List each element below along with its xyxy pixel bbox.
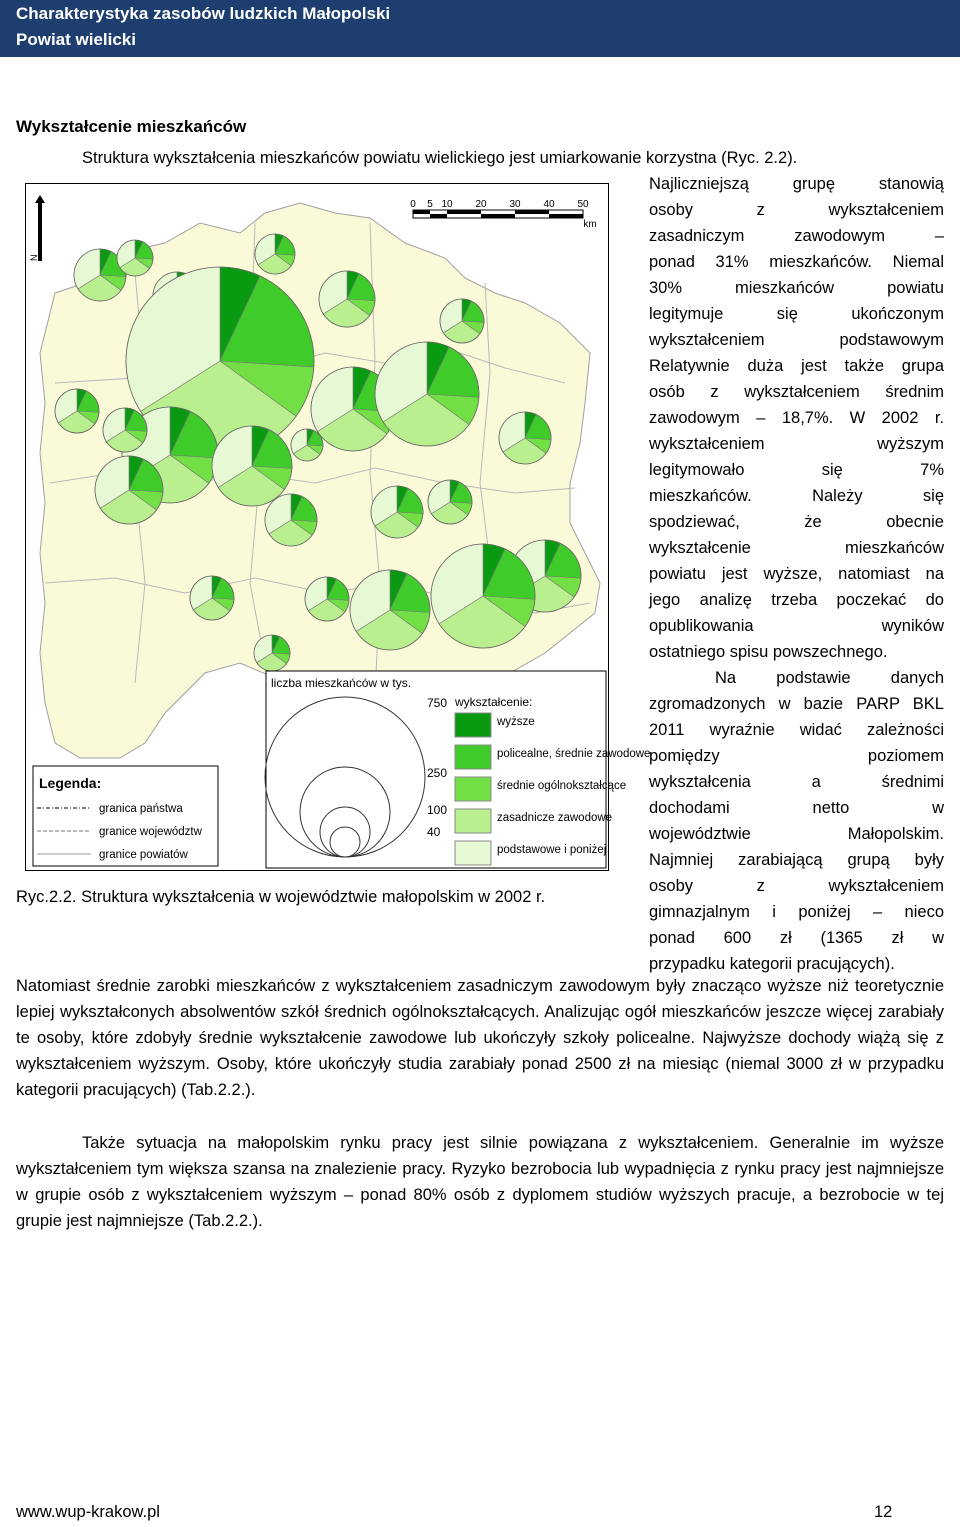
scale-tick: 50 [577,199,589,210]
side-paragraph-1 [649,171,944,665]
scale-unit: km [583,219,597,230]
paragraph-line: 2011 wyraźnie widać zależności [649,721,944,739]
paragraph-line: opublikowania wyników [649,617,944,635]
header-bar [0,0,960,57]
scale-tick: 0 [410,199,416,210]
paragraph-line: Na podstawie danych [715,669,944,687]
header-subtitle: Powiat wielicki [16,30,136,49]
education-map [25,183,651,871]
paragraph-line: pomiędzy poziomem [649,747,944,765]
scale-tick: 20 [475,199,487,210]
paragraph-line: dochodami netto w [649,799,944,817]
paragraph-1: Natomiast średnie zarobki mieszkańców z wykształceniem zasadniczym zawodowym były znacząco wyższe niż teoretycznie lepiej wykształconych absolwentów szkół średnich ogólnokształcących. Analizując ogół mieszkańców jeszcze więcej zarabiały te osoby, które zdobyły średnie wykształcenie zawodowe lub ukończyły szkoły policealne. Najwyższe dochody wiążą się z wykształceniem wyższym. Osoby, które ukończyły studia zarabiały ponad 2500 zł na miesiąc (niemal 3000 zł w przypadku kategorii pracujących) (Tab.2.2.). [16,977,944,1099]
paragraph-line: zawodowym – 18,7%. W 2002 r. [649,409,944,427]
education-legend-label: policealne, średnie zawodowe [497,748,651,760]
size-value: 750 [427,696,448,710]
paragraph-line: legitymowało się 7% [649,461,944,479]
education-legend-label: podstawowe i poniżej [497,844,607,856]
paragraph-line: osoby z wykształceniem [649,877,944,895]
legend-item: granice powiatów [99,849,188,861]
legend-item: granice województw [99,826,202,838]
education-legend-label: zasadnicze zawodowe [497,812,613,824]
footer-url[interactable]: www.wup-krakow.pl [16,1503,160,1521]
scale-tick: 40 [543,199,555,210]
scale-tick: 5 [427,199,433,210]
paragraph-line: jego analizę trzeba poczekać do [649,591,944,609]
paragraph-line: legitymuje się ukończonym [649,305,944,323]
education-swatch [455,745,491,769]
paragraph-line: mieszkańców. Należy się [649,487,944,505]
side-paragraph-2 [649,665,944,977]
paragraph-line: Najmniej zarabiającą grupą były [649,851,944,869]
paragraph-line: ponad 31% mieszkańców. Niemal [649,253,944,271]
north-label: N [29,254,39,261]
scale-bar [413,210,583,218]
paragraph-line: wykształceniem podstawowym [649,331,944,349]
paragraph-line: Relatywnie duża jest także grupa [649,357,944,375]
paragraph-line: przypadku kategorii pracujących). [649,955,895,973]
paragraph-line: wykształcenie mieszkańców [649,539,944,557]
paragraph-line: osób z wykształceniem średnim [649,383,944,401]
paragraph-line: spodziewać, że obecnie [649,513,944,531]
paragraph-line: wykształceniem wyższym [649,435,944,453]
legend-title: Legenda: [39,775,102,791]
education-swatch [455,713,491,737]
size-value: 250 [427,766,448,780]
scale-tick: 30 [509,199,521,210]
intro-paragraph: Struktura wykształcenia mieszkańców powiatu wielickiego jest umiarkowanie korzystna (Ryc. 2.2). [82,149,798,167]
paragraph-line: wykształcenia a średnimi [649,773,944,791]
figure-caption: Ryc.2.2. Struktura wykształcenia w województwie małopolskim w 2002 r. [16,888,546,906]
scale-tick: 10 [441,199,453,210]
header-title: Charakterystyka zasobów ludzkich Małopolski [16,4,391,23]
education-legend-label: średnie ogólnokształcące [497,780,627,792]
paragraph-line: zgromadzonych w bazie PARP BKL [649,695,944,713]
education-swatch [455,777,491,801]
section-title: Wykształcenie mieszkańców [16,117,247,136]
education-legend-label: wyższe [497,716,535,728]
education-swatch [455,841,491,865]
paragraph-line: powiatu jest wyższe, natomiast na [649,565,944,583]
education-swatch [455,809,491,833]
size-legend-title: liczba mieszkańców w tys. [271,676,412,690]
size-value: 40 [427,825,441,839]
paragraph-line: gimnazjalnym i poniżej – nieco [649,903,944,921]
paragraph-line: zasadniczym zawodowym – [649,227,944,245]
size-value: 100 [427,803,448,817]
paragraph-2: Także sytuacja na małopolskim rynku pracy jest silnie powiązana z wykształceniem. Generalnie im wyższe wykształceniem tym większa szansa na znalezienie pracy. Ryzyko bezrobocia lub wypadnięcia z rynku pracy jest najmniejsze w grupie osób z wykształceniem wyższym – ponad 80% osób z dyplomem studiów wyższych pracuje, a bezrobocie w tej grupie jest najmniejsze (Tab.2.2.). [16,1134,944,1230]
paragraph-line: ponad 600 zł (1365 zł w [649,929,944,947]
paragraph-line: Najliczniejszą grupę stanowią [649,175,944,193]
paragraph-line: osoby z wykształceniem [649,201,944,219]
page-number: 12 [874,1503,893,1521]
paragraph-line: województwie Małopolskim. [649,825,944,843]
paragraph-line: 30% mieszkańców powiatu [649,279,944,297]
paragraph-line: ostatniego spisu powszechnego. [649,643,888,661]
education-legend-title: wykształcenie: [455,695,533,709]
legend-item: granica państwa [99,803,183,815]
